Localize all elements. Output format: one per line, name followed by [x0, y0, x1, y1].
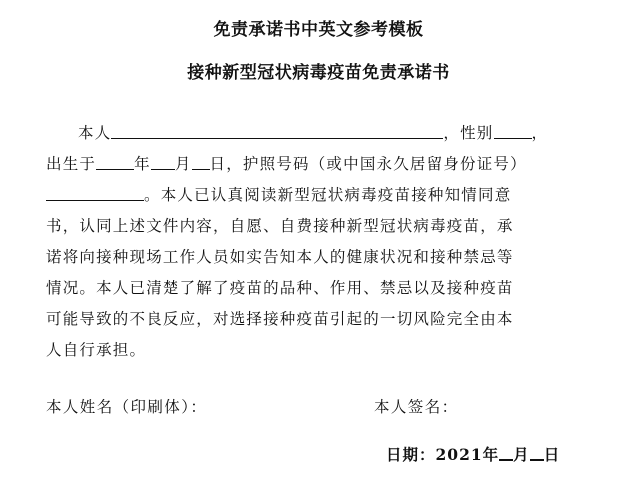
birth-year-blank [96, 154, 134, 170]
passport-label: 日，护照号码（或中国永久居留身份证号） [209, 155, 527, 173]
header-title: 免责承诺书中英文参考模板 [213, 20, 424, 40]
read-consent-line [46, 183, 511, 205]
self-label: 本人 [78, 124, 112, 142]
signature-label: 本人签名： [374, 398, 459, 416]
form-title: 接种新型冠状病毒疫苗免责承诺书 [187, 63, 450, 83]
gender-label: ，性别 [443, 124, 494, 142]
birth-passport-line [46, 152, 527, 174]
name-gender-line [78, 121, 548, 143]
date-year-unit: 年 [482, 445, 500, 464]
paragraph-line: 情况。本人已清楚了解了疫苗的品种、作用、禁忌以及接种疫苗 [46, 279, 514, 297]
paragraph-line: 诺将向接种现场工作人员如实告知本人的健康状况和接种禁忌等 [46, 248, 514, 266]
born-label: 出生于 [46, 155, 97, 173]
birth-day-blank [192, 154, 210, 170]
date-label: 日期： [386, 445, 436, 464]
paragraph-line: 书，认同上述文件内容，自愿、自费接种新型冠状病毒疫苗，承 [46, 217, 514, 235]
read-consent-text: 。本人已认真阅读新型冠状病毒疫苗接种知情同意 [144, 186, 512, 204]
date-day-blank [530, 444, 544, 461]
id-number-blank [46, 185, 144, 201]
date-line [386, 443, 560, 465]
paragraph-line: 人自行承担。 [46, 341, 147, 359]
month-unit: 月 [174, 155, 192, 173]
year-unit: 年 [134, 155, 151, 173]
gender-blank [494, 123, 532, 139]
birth-month-blank [151, 154, 175, 170]
date-month-unit: 月 [513, 445, 530, 464]
name-blank [111, 123, 443, 139]
date-month-blank [499, 444, 513, 461]
line1-end: ， [531, 124, 549, 142]
printed-name-label: 本人姓名（印刷体）： [46, 398, 208, 416]
date-day-unit: 日 [543, 445, 561, 464]
date-year: 2021 [435, 445, 483, 464]
paragraph-line: 可能导致的不良反应，对选择接种疫苗引起的一切风险完全由本 [46, 310, 514, 328]
